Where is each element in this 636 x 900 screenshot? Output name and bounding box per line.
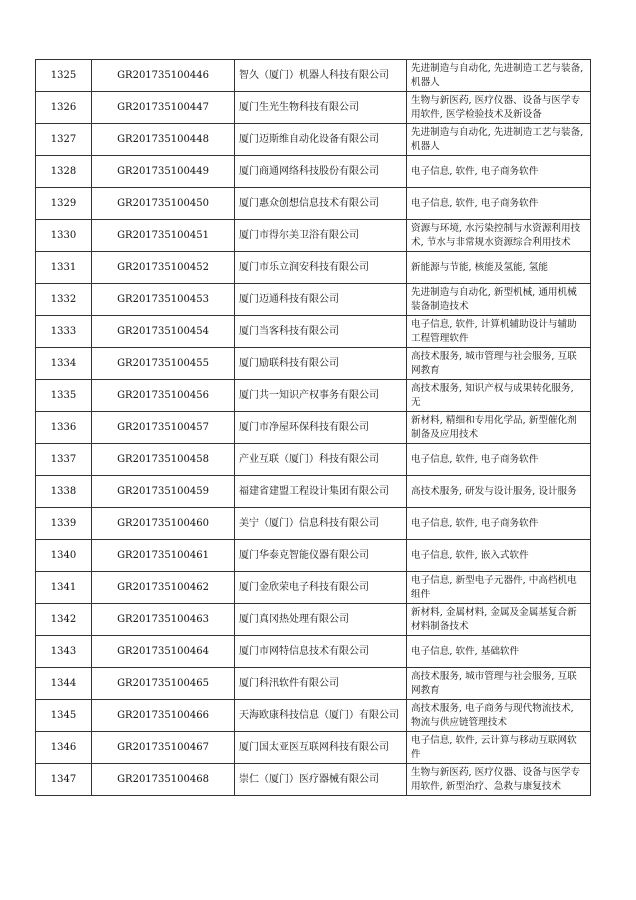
- company-name: 福建省建盟工程设计集团有限公司: [235, 476, 407, 508]
- certificate-code: GR201735100451: [92, 220, 235, 252]
- company-name: 产业互联（厦门）科技有限公司: [235, 444, 407, 476]
- table-row: [36, 476, 591, 508]
- row-number: 1325: [36, 60, 92, 92]
- certificate-code: GR201735100458: [92, 444, 235, 476]
- certificate-code: GR201735100453: [92, 284, 235, 316]
- certificate-code: GR201735100468: [92, 764, 235, 796]
- company-name: 厦门生光生物科技有限公司: [235, 92, 407, 124]
- certificate-code: GR201735100466: [92, 700, 235, 732]
- company-name: 厦门当客科技有限公司: [235, 316, 407, 348]
- company-name: 厦门国太亚医互联网科技有限公司: [235, 732, 407, 764]
- certificate-code: GR201735100452: [92, 252, 235, 284]
- row-number: 1331: [36, 252, 92, 284]
- certificate-code: GR201735100456: [92, 380, 235, 412]
- table-row: [36, 764, 591, 796]
- certificate-code: GR201735100449: [92, 156, 235, 188]
- certificate-code: GR201735100464: [92, 636, 235, 668]
- row-number: 1339: [36, 508, 92, 540]
- technology-field: 电子信息, 软件, 计算机辅助设计与辅助工程管理软件: [407, 316, 591, 348]
- company-name: 厦门迈斯维自动化设备有限公司: [235, 124, 407, 156]
- technology-field: 电子信息, 软件, 电子商务软件: [407, 156, 591, 188]
- technology-field: 高技术服务, 研发与设计服务, 设计服务: [407, 476, 591, 508]
- row-number: 1329: [36, 188, 92, 220]
- row-number: 1347: [36, 764, 92, 796]
- technology-field: 新材料, 精细和专用化学品, 新型催化剂制备及应用技术: [407, 412, 591, 444]
- technology-field: 电子信息, 软件, 基础软件: [407, 636, 591, 668]
- technology-field: 高技术服务, 电子商务与现代物流技术, 物流与供应链管理技术: [407, 700, 591, 732]
- row-number: 1333: [36, 316, 92, 348]
- company-name: 厦门金欣荣电子科技有限公司: [235, 572, 407, 604]
- enterprise-list-table: [35, 59, 591, 796]
- technology-field: 电子信息, 软件, 电子商务软件: [407, 188, 591, 220]
- certificate-code: GR201735100455: [92, 348, 235, 380]
- technology-field: 先进制造与自动化, 先进制造工艺与装备, 机器人: [407, 60, 591, 92]
- table-row: [36, 156, 591, 188]
- company-name: 智久（厦门）机器人科技有限公司: [235, 60, 407, 92]
- row-number: 1342: [36, 604, 92, 636]
- certificate-code: GR201735100447: [92, 92, 235, 124]
- table-row: [36, 508, 591, 540]
- table-row: [36, 380, 591, 412]
- company-name: 厦门迈通科技有限公司: [235, 284, 407, 316]
- company-name: 厦门共一知识产权事务有限公司: [235, 380, 407, 412]
- row-number: 1345: [36, 700, 92, 732]
- certificate-code: GR201735100448: [92, 124, 235, 156]
- table-row: [36, 188, 591, 220]
- company-name: 厦门励联科技有限公司: [235, 348, 407, 380]
- company-name: 厦门商通网络科技股份有限公司: [235, 156, 407, 188]
- row-number: 1337: [36, 444, 92, 476]
- table-row: [36, 92, 591, 124]
- certificate-code: GR201735100457: [92, 412, 235, 444]
- company-name: 厦门惠众创想信息技术有限公司: [235, 188, 407, 220]
- technology-field: 生物与新医药, 医疗仪器、设备与医学专用软件, 医学检验技术及新设备: [407, 92, 591, 124]
- row-number: 1334: [36, 348, 92, 380]
- technology-field: 高技术服务, 知识产权与成果转化服务, 无: [407, 380, 591, 412]
- company-name: 天海欧康科技信息（厦门）有限公司: [235, 700, 407, 732]
- certificate-code: GR201735100465: [92, 668, 235, 700]
- certificate-code: GR201735100462: [92, 572, 235, 604]
- certificate-code: GR201735100467: [92, 732, 235, 764]
- table-row: [36, 604, 591, 636]
- table-row: [36, 412, 591, 444]
- technology-field: 电子信息, 软件, 云计算与移动互联网软件: [407, 732, 591, 764]
- certificate-code: GR201735100463: [92, 604, 235, 636]
- row-number: 1327: [36, 124, 92, 156]
- row-number: 1330: [36, 220, 92, 252]
- row-number: 1344: [36, 668, 92, 700]
- certificate-code: GR201735100446: [92, 60, 235, 92]
- technology-field: 高技术服务, 城市管理与社会服务, 互联网教育: [407, 348, 591, 380]
- company-name: 厦门市网特信息技术有限公司: [235, 636, 407, 668]
- certificate-code: GR201735100459: [92, 476, 235, 508]
- table-row: [36, 348, 591, 380]
- table-row: [36, 316, 591, 348]
- technology-field: 电子信息, 软件, 电子商务软件: [407, 444, 591, 476]
- technology-field: 电子信息, 新型电子元器件, 中高档机电组件: [407, 572, 591, 604]
- certificate-code: GR201735100450: [92, 188, 235, 220]
- technology-field: 先进制造与自动化, 先进制造工艺与装备, 机器人: [407, 124, 591, 156]
- row-number: 1346: [36, 732, 92, 764]
- table-row: [36, 124, 591, 156]
- technology-field: 电子信息, 软件, 嵌入式软件: [407, 540, 591, 572]
- row-number: 1326: [36, 92, 92, 124]
- table-row: [36, 700, 591, 732]
- company-name: 厦门科汛软件有限公司: [235, 668, 407, 700]
- company-name: 厦门华泰克智能仪器有限公司: [235, 540, 407, 572]
- table-row: [36, 636, 591, 668]
- table-row: [36, 284, 591, 316]
- technology-field: 生物与新医药, 医疗仪器、设备与医学专用软件, 新型治疗、急救与康复技术: [407, 764, 591, 796]
- table-row: [36, 732, 591, 764]
- row-number: 1340: [36, 540, 92, 572]
- certificate-code: GR201735100454: [92, 316, 235, 348]
- certificate-code: GR201735100461: [92, 540, 235, 572]
- company-name: 崇仁（厦门）医疗器械有限公司: [235, 764, 407, 796]
- technology-field: 新能源与节能, 核能及氢能, 氢能: [407, 252, 591, 284]
- row-number: 1336: [36, 412, 92, 444]
- table-row: [36, 60, 591, 92]
- table-row: [36, 252, 591, 284]
- row-number: 1338: [36, 476, 92, 508]
- row-number: 1328: [36, 156, 92, 188]
- table-row: [36, 572, 591, 604]
- technology-field: 高技术服务, 城市管理与社会服务, 互联网教育: [407, 668, 591, 700]
- table-body: [36, 60, 591, 796]
- row-number: 1332: [36, 284, 92, 316]
- row-number: 1335: [36, 380, 92, 412]
- company-name: 厦门真冈热处理有限公司: [235, 604, 407, 636]
- table-row: [36, 220, 591, 252]
- technology-field: 资源与环境, 水污染控制与水资源利用技术, 节水与非常规水资源综合利用技术: [407, 220, 591, 252]
- technology-field: 先进制造与自动化, 新型机械, 通用机械装备制造技术: [407, 284, 591, 316]
- row-number: 1343: [36, 636, 92, 668]
- technology-field: 电子信息, 软件, 电子商务软件: [407, 508, 591, 540]
- row-number: 1341: [36, 572, 92, 604]
- company-name: 美宁（厦门）信息科技有限公司: [235, 508, 407, 540]
- technology-field: 新材料, 金属材料, 金属及金属基复合新材料制备技术: [407, 604, 591, 636]
- company-name: 厦门市乐立润安科技有限公司: [235, 252, 407, 284]
- company-name: 厦门市得尔美卫浴有限公司: [235, 220, 407, 252]
- table-row: [36, 540, 591, 572]
- company-name: 厦门市净屋环保科技有限公司: [235, 412, 407, 444]
- table-row: [36, 668, 591, 700]
- table-row: [36, 444, 591, 476]
- certificate-code: GR201735100460: [92, 508, 235, 540]
